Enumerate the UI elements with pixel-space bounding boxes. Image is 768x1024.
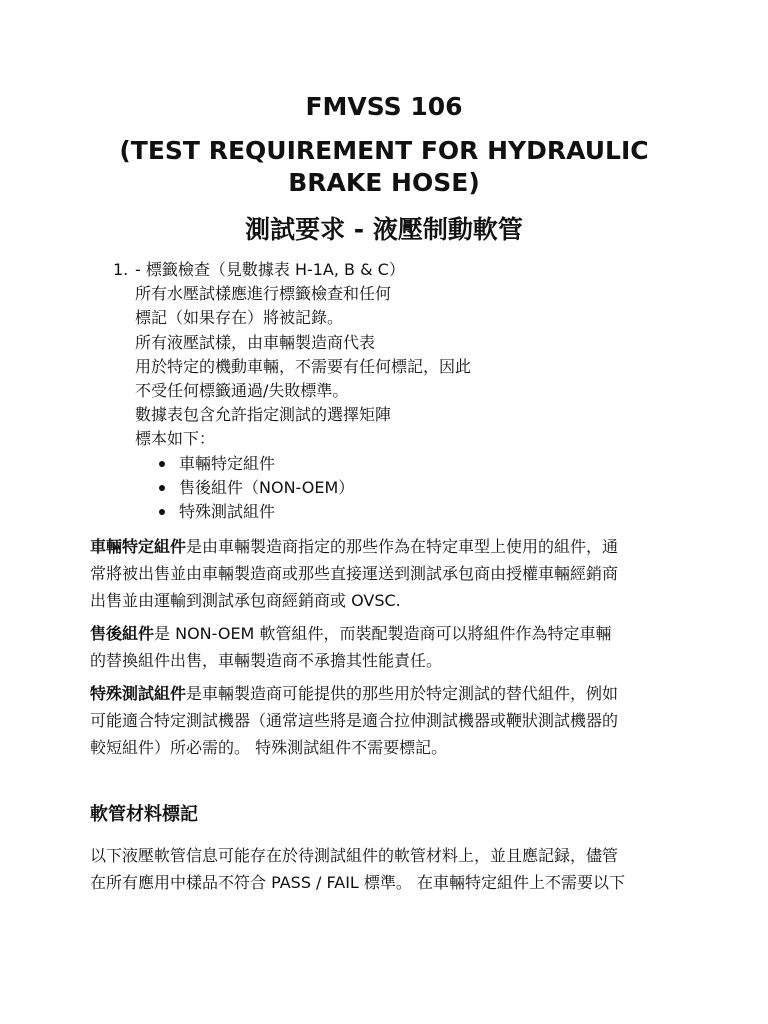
paragraph-line: 較短組件）所必需的。 特殊測試組件不需要標記。 — [90, 738, 448, 757]
bullet-text: 特殊測試組件 — [179, 502, 276, 522]
numbered-item-1 — [113, 258, 673, 524]
bullet-item-vehicle-specific — [159, 452, 673, 476]
item-line: 所有液壓試樣，由車輛製造商代表 — [135, 332, 376, 352]
doc-title-chinese: 測試要求 - 液壓制動軟管 — [245, 215, 523, 244]
item-line: 標本如下： — [135, 429, 216, 449]
doc-title-english-line1: (TEST REQUIREMENT FOR HYDRAULIC — [119, 136, 649, 165]
paragraph-line: 售後組件是 NON-OEM 軟管組件，而裝配製造商可以將組件作為特定車輛 — [90, 624, 612, 643]
item-line: 用於特定的機動車輛，不需要有任何標記，因此 — [135, 356, 472, 376]
paragraph-vehicle-specific — [90, 533, 686, 614]
item-line: 標記（如果存在）將被記錄。 — [135, 308, 344, 328]
paragraph-line: 可能適合特定測試機器（通常這些將是適合拉伸測試機器或鞭狀測試機器的 — [90, 711, 619, 730]
bullet-text: 售後組件（NON-OEM） — [179, 477, 355, 497]
paragraph-line: 車輛特定組件是由車輛製造商指定的那些作為在特定車型上使用的組件，通 — [90, 537, 619, 556]
paragraph-line: 以下液壓軟管信息可能存在於待測試組件的軟管材料上，並且應記録，儘管 — [90, 846, 619, 865]
item-body — [135, 258, 673, 524]
paragraph-aftermarket — [90, 620, 686, 674]
bullet-icon — [159, 485, 165, 491]
paragraph-special-test — [90, 680, 686, 761]
item-line: - 標籤檢查（見數據表 H-1A, B & C） — [135, 260, 405, 279]
paragraph-line: 出售並由運輸到測試承包商經銷商或 OVSC. — [90, 591, 401, 610]
bullet-list — [159, 452, 673, 525]
bold-term: 車輛特定組件 — [90, 537, 187, 556]
item-line: 所有水壓試樣應進行標籤檢查和任何 — [135, 284, 392, 304]
bullet-item-special-test — [159, 500, 673, 524]
item-line: 數據表包含允許指定測試的選擇矩陣 — [135, 405, 392, 425]
bullet-icon — [159, 461, 165, 467]
item-line: 不受任何標籤通過/失敗標準。 — [135, 381, 349, 401]
section-heading-hose-marking: 軟管材料標記 — [90, 804, 198, 825]
paragraph-line: 在所有應用中樣品不符合 PASS / FAIL 標準。 在車輛特定組件上不需要以下 — [90, 873, 626, 892]
paragraph-hose-marking — [90, 842, 686, 896]
doc-title-standard: FMVSS 106 — [305, 92, 463, 121]
paragraph-line: 常將被出售並由車輛製造商或那些直接運送到測試承包商由授權車輛經銷商 — [90, 564, 619, 583]
bullet-text: 車輛特定組件 — [179, 453, 276, 473]
bold-term: 特殊測試組件 — [90, 684, 187, 703]
paragraph-line: 特殊測試組件是車輛製造商可能提供的那些用於特定測試的替代組件，例如 — [90, 684, 619, 703]
item-number: 1. — [113, 260, 129, 279]
paragraph-line: 的替換組件出售，車輛製造商不承擔其性能責任。 — [90, 651, 443, 670]
doc-title-english-line2: BRAKE HOSE) — [288, 168, 480, 197]
bold-term: 售後組件 — [90, 624, 155, 643]
bullet-icon — [159, 509, 165, 515]
bullet-item-aftermarket — [159, 476, 673, 500]
